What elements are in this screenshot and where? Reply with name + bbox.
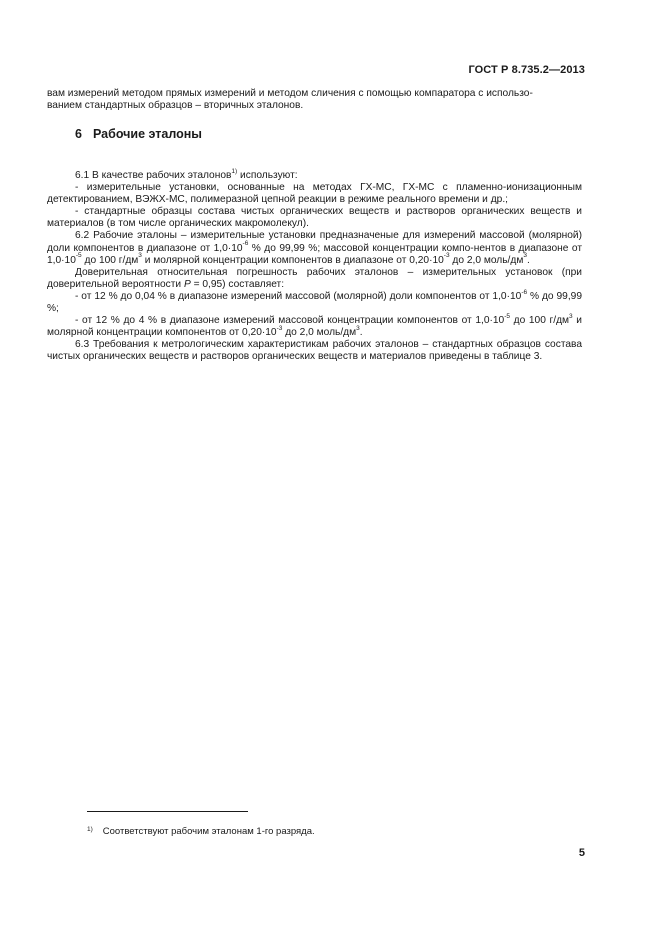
err1-text-b: % до 99,99 %;	[47, 290, 583, 315]
err1-text-a: - от 12 % до 0,04 % в диапазоне измерений массовой (молярной) доли компонентов от 1,0·10	[75, 290, 522, 302]
section-heading	[75, 127, 202, 141]
exponent: -3	[443, 252, 450, 260]
err2-text-a: - от 12 % до 4 % в диапазоне измерений массовой концентрации компонентов от 1,0·10	[75, 315, 505, 327]
exponent: -5	[75, 252, 82, 260]
err2-text-c: и молярной концентрации компонентов от 0,20·10	[47, 315, 582, 339]
footnote-ref: 1)	[231, 167, 238, 175]
p61-text-b: используют:	[237, 170, 298, 181]
err2-text-d: до 2,0 моль/дм	[282, 327, 357, 339]
paragraph-error	[47, 267, 582, 291]
page-number: 5	[578, 847, 585, 859]
footnote	[87, 826, 315, 837]
footnote-divider	[87, 811, 248, 812]
section-number: 6	[75, 127, 82, 141]
exponent: 3	[138, 252, 142, 260]
footnote-mark: 1)	[87, 826, 93, 833]
exponent: -6	[521, 288, 528, 296]
intro-paragraph	[47, 88, 582, 112]
list-item-error-concentration	[47, 312, 582, 339]
exponent: 3	[569, 312, 573, 320]
footnote-text: Соответствуют рабочим эталонам 1-го разряда.	[102, 826, 315, 837]
exponent: -3	[276, 324, 283, 332]
err2-text-f: .	[359, 327, 363, 339]
intro-line-2: ванием стандартных образцов – вторичных эталонов.	[47, 100, 304, 112]
standard-designation: ГОСТ Р 8.735.2—2013	[468, 64, 585, 76]
err2-text-b: до 100 г/дм	[510, 315, 570, 327]
p62-text-d: и молярной концентрации компонентов в диапазоне от 0,20·10	[141, 254, 444, 266]
p62-text-f: .	[526, 254, 530, 266]
list-item-reference-materials: - стандартные образцы состава чистых органических веществ и растворов органических веществ и материалов (в том числе органических макромолекул).	[47, 206, 582, 230]
paragraph-6-3: 6.3 Требования к метрологическим характеристикам рабочих эталонов – стандартных образцов состава чистых органических веществ и растворов органических веществ и материалов приведены в таблице 3.	[47, 339, 582, 363]
p62-text-a: 6.2 Рабочие эталоны – измерительные установки предназначеные для измерений массовой (молярной) доли компонентов в диапазоне от 1,0·10	[47, 230, 582, 254]
list-item-error-fraction	[47, 288, 583, 315]
exponent: 3	[523, 252, 527, 260]
err-text-a: Доверительная относительная погрешность рабочих эталонов – измерительных установок (при доверительной вероятности	[47, 266, 582, 290]
section-body	[47, 167, 583, 364]
exponent: -5	[504, 312, 510, 320]
section-title: Рабочие эталоны	[93, 127, 202, 141]
paragraph-6-2	[47, 230, 582, 266]
list-item-installations: - измерительные установки, основанные на методах ГХ-МС, ГХ-МС с пламенно-ионизационным детектированием, ВЭЖХ-МС, полимеразной цепной реакции в режиме реального времени и др.;	[47, 182, 582, 206]
paragraph-6-1	[47, 167, 582, 182]
p62-text-b: % до 99,99 %; массовой концентрации компо-нентов в диапазоне от 1,0·10	[47, 242, 582, 266]
exponent: -6	[242, 240, 249, 248]
p61-text-a: 6.1 В качестве рабочих эталонов	[75, 170, 232, 181]
exponent: 3	[356, 324, 360, 332]
p62-text-c: до 100 г/дм	[81, 254, 139, 266]
intro-line-1: вам измерений методом прямых измерений и методом сличения с помощью компаратора с использо-	[47, 88, 533, 99]
probability-symbol: P	[183, 278, 191, 290]
err-text-b: = 0,95) составляет:	[190, 278, 285, 290]
p62-text-e: до 2,0 моль/дм	[449, 254, 524, 266]
